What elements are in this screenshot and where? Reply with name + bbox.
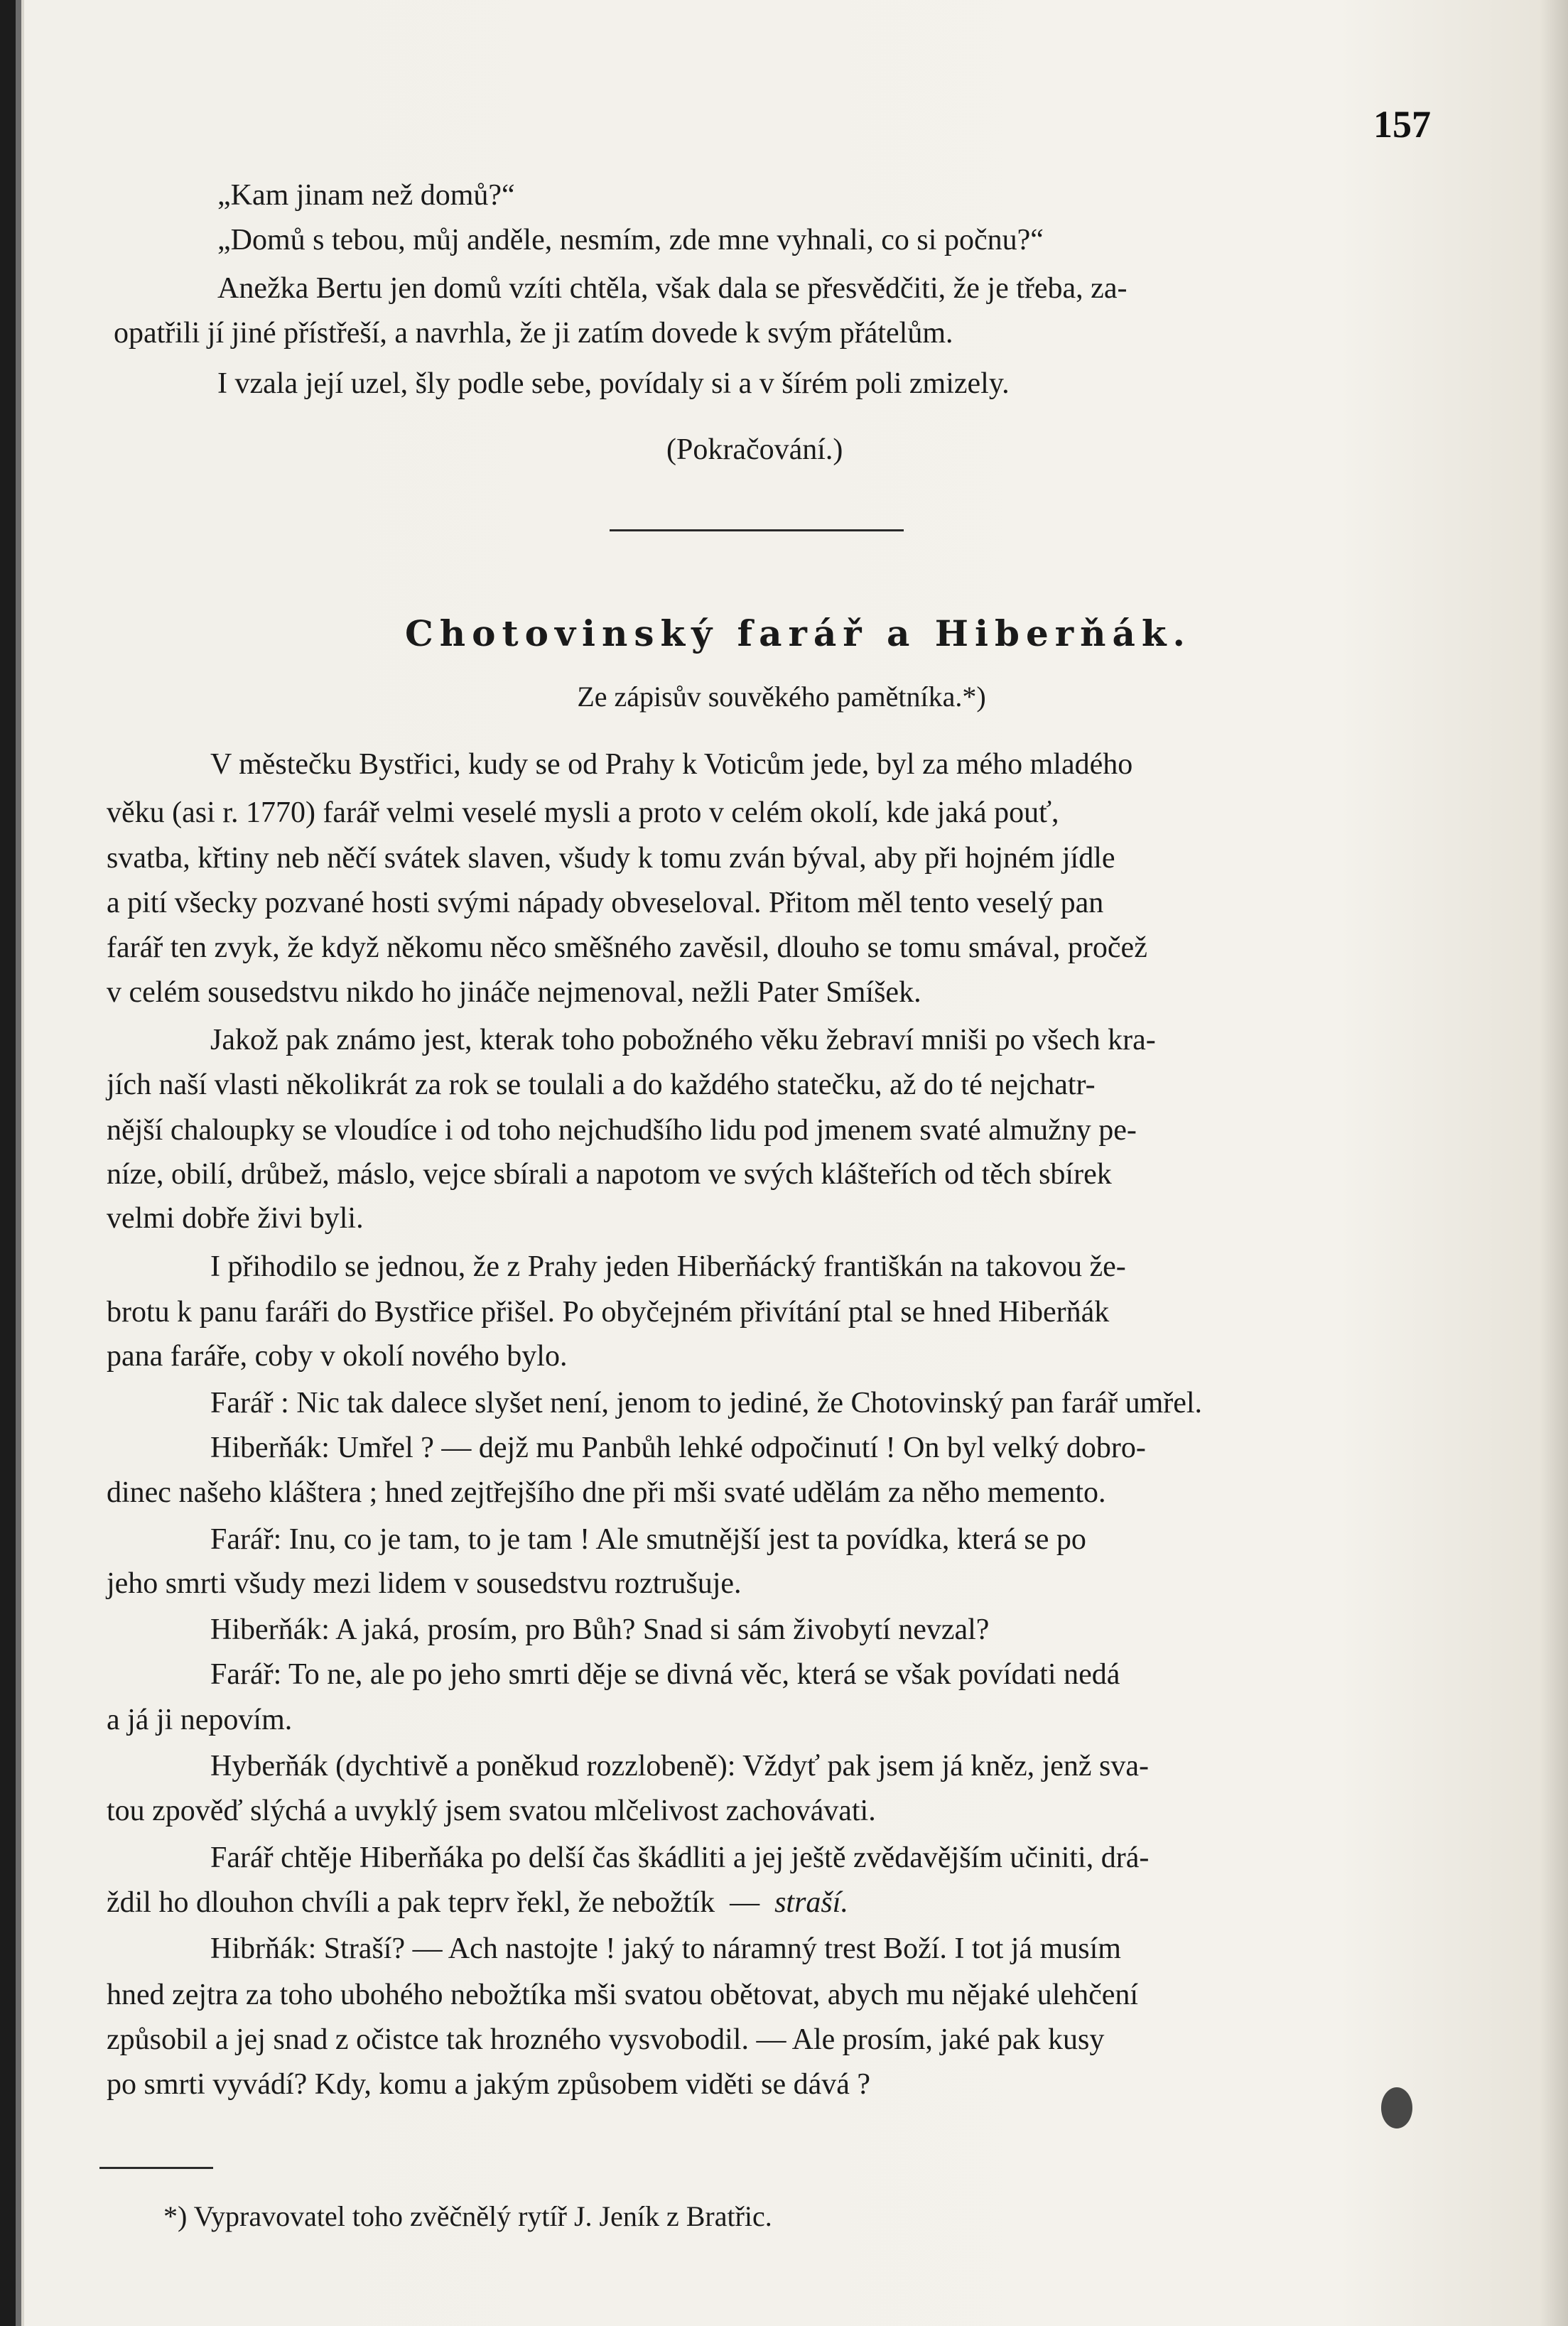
book-binding-edge	[0, 0, 24, 2326]
text-line: velmi dobře živi byli.	[107, 1202, 364, 1235]
text-line: níze, obilí, drůbež, máslo, vejce sbírali a napotom ve svých klášteřích od těch sbírek	[107, 1158, 1112, 1191]
text-line: V městečku Bystřici, kudy se od Prahy k Voticům jede, byl za mého mladého	[210, 748, 1133, 781]
text-line: opatřili jí jiné přístřeší, a navrhla, že ji zatím dovede k svým přátelům.	[114, 317, 953, 350]
text-line: Farář: To ne, ale po jeho smrti děje se divná věc, která se však povídati nedá	[210, 1658, 1120, 1691]
text-line: svatba, křtiny neb něčí svátek slaven, všudy k tomu zván býval, aby při hojném jídle	[107, 842, 1115, 875]
text-line: farář ten zvyk, že když někomu něco směšného zavěsil, dlouho se tomu smával, pročež	[107, 931, 1147, 964]
footnote: *) Vypravovatel toho zvěčnělý rytíř J. Jeník z Bratřic.	[163, 2200, 772, 2232]
text-line: v celém sousedstvu nikdo ho jináče nejmenoval, nežli Pater Smíšek.	[107, 976, 921, 1009]
text-line: a pití všecky pozvané hosti svými nápady obveseloval. Přitom měl tento veselý pan	[107, 887, 1104, 919]
text-line: „Domů s tebou, můj anděle, nesmím, zde mne vyhnali, co si počnu?“	[217, 224, 1044, 256]
text-line: Farář chtěje Hiberňáka po delší čas škádliti a jej ještě zvědavějším učiniti, drá-	[210, 1841, 1150, 1874]
text-line: po smrti vyvádí? Kdy, komu a jakým způsobem viděti se dává ?	[107, 2068, 871, 2101]
text-line: I vzala její uzel, šly podle sebe, povídaly si a v šírém poli zmizely.	[217, 367, 1010, 400]
text-line: I přihodilo se jednou, že z Prahy jeden Hiberňácký františkán na takovou že-	[210, 1250, 1126, 1283]
text-line: jeho smrti všudy mezi lidem v sousedstvu roztrušuje.	[107, 1567, 742, 1600]
article-subtitle: Ze zápisův souvěkého pamětníka.*)	[577, 681, 986, 713]
text-line: tou zpověď slýchá a uvyklý jsem svatou mlčelivost zachovávati.	[107, 1795, 876, 1827]
text-line: dinec našeho kláštera ; hned zejtřejšího dne při mši svaté udělám za něho memento.	[107, 1476, 1106, 1509]
text-line: Hibrňák: Straší? — Ach nastojte ! jaký to náramný trest Boží. I tot já musím	[210, 1932, 1121, 1965]
text-line: Jakož pak známo jest, kterak toho pobožného věku žebraví mniši po všech kra-	[210, 1024, 1156, 1056]
text-line: Hyberňák (dychtivě a poněkud rozzlobeně): Vždyť pak jsem já kněz, jenž sva-	[210, 1750, 1150, 1783]
italic-word-strasi: straší.	[774, 1886, 848, 1919]
text-line: Farář: Inu, co je tam, to je tam ! Ale smutnější jest ta povídka, která se po	[210, 1523, 1086, 1556]
text-line: Hiberňák: A jaká, prosím, pro Bůh? Snad si sám živobytí nevzal?	[210, 1613, 990, 1646]
text-line: věku (asi r. 1770) farář velmi veselé mysli a proto v celém okolí, kde jaká pouť,	[107, 796, 1059, 829]
text-line: „Kam jinam než domů?“	[217, 179, 515, 212]
page-number: 157	[1373, 103, 1431, 146]
text-line: a já ji nepovím.	[107, 1704, 293, 1736]
ink-blot	[1381, 2087, 1412, 2128]
footnote-divider	[99, 2167, 213, 2169]
text-line: nější chaloupky se vloudíce i od toho nejchudšího lidu pod jmenem svaté almužny pe-	[107, 1114, 1137, 1147]
text-line: Farář : Nic tak dalece slyšet není, jenom to jediné, že Chotovinský pan farář umřel.	[210, 1387, 1203, 1419]
page-edge-shadow	[1540, 0, 1568, 2326]
text-line	[107, 1881, 1418, 1925]
text-line: brotu k panu faráři do Bystřice přišel. Po obyčejném přivítání ptal se hned Hiberňák	[107, 1296, 1110, 1329]
article-title: Chotovinský farář a Hiberňák.	[405, 612, 1191, 654]
text-line: jích naší vlasti několikrát za rok se toulali a do každého statečku, až do té nejchatr-	[107, 1069, 1096, 1101]
text-line: Anežka Bertu jen domů vzíti chtěla, však dala se přesvědčiti, že je třeba, za-	[217, 272, 1128, 305]
text-line-start: ždil ho dlouhon chvíli a pak teprv řekl, že nebožtík	[107, 1886, 715, 1919]
text-line: způsobil a jej snad z očistce tak hrozného vysvobodil. — Ale prosím, jaké pak kusy	[107, 2023, 1105, 2056]
text-line: pana faráře, coby v okolí nového bylo.	[107, 1340, 568, 1373]
continued-note: (Pokračování.)	[666, 433, 843, 466]
text-line: Hiberňák: Umřel ? — dejž mu Panbůh lehké odpočinutí ! On byl velký dobro-	[210, 1432, 1146, 1464]
section-divider	[610, 529, 904, 531]
dash: —	[730, 1886, 760, 1919]
text-line: hned zejtra za toho ubohého nebožtíka mši svatou obětovat, abych mu nějaké ulehčení	[107, 1979, 1139, 2011]
